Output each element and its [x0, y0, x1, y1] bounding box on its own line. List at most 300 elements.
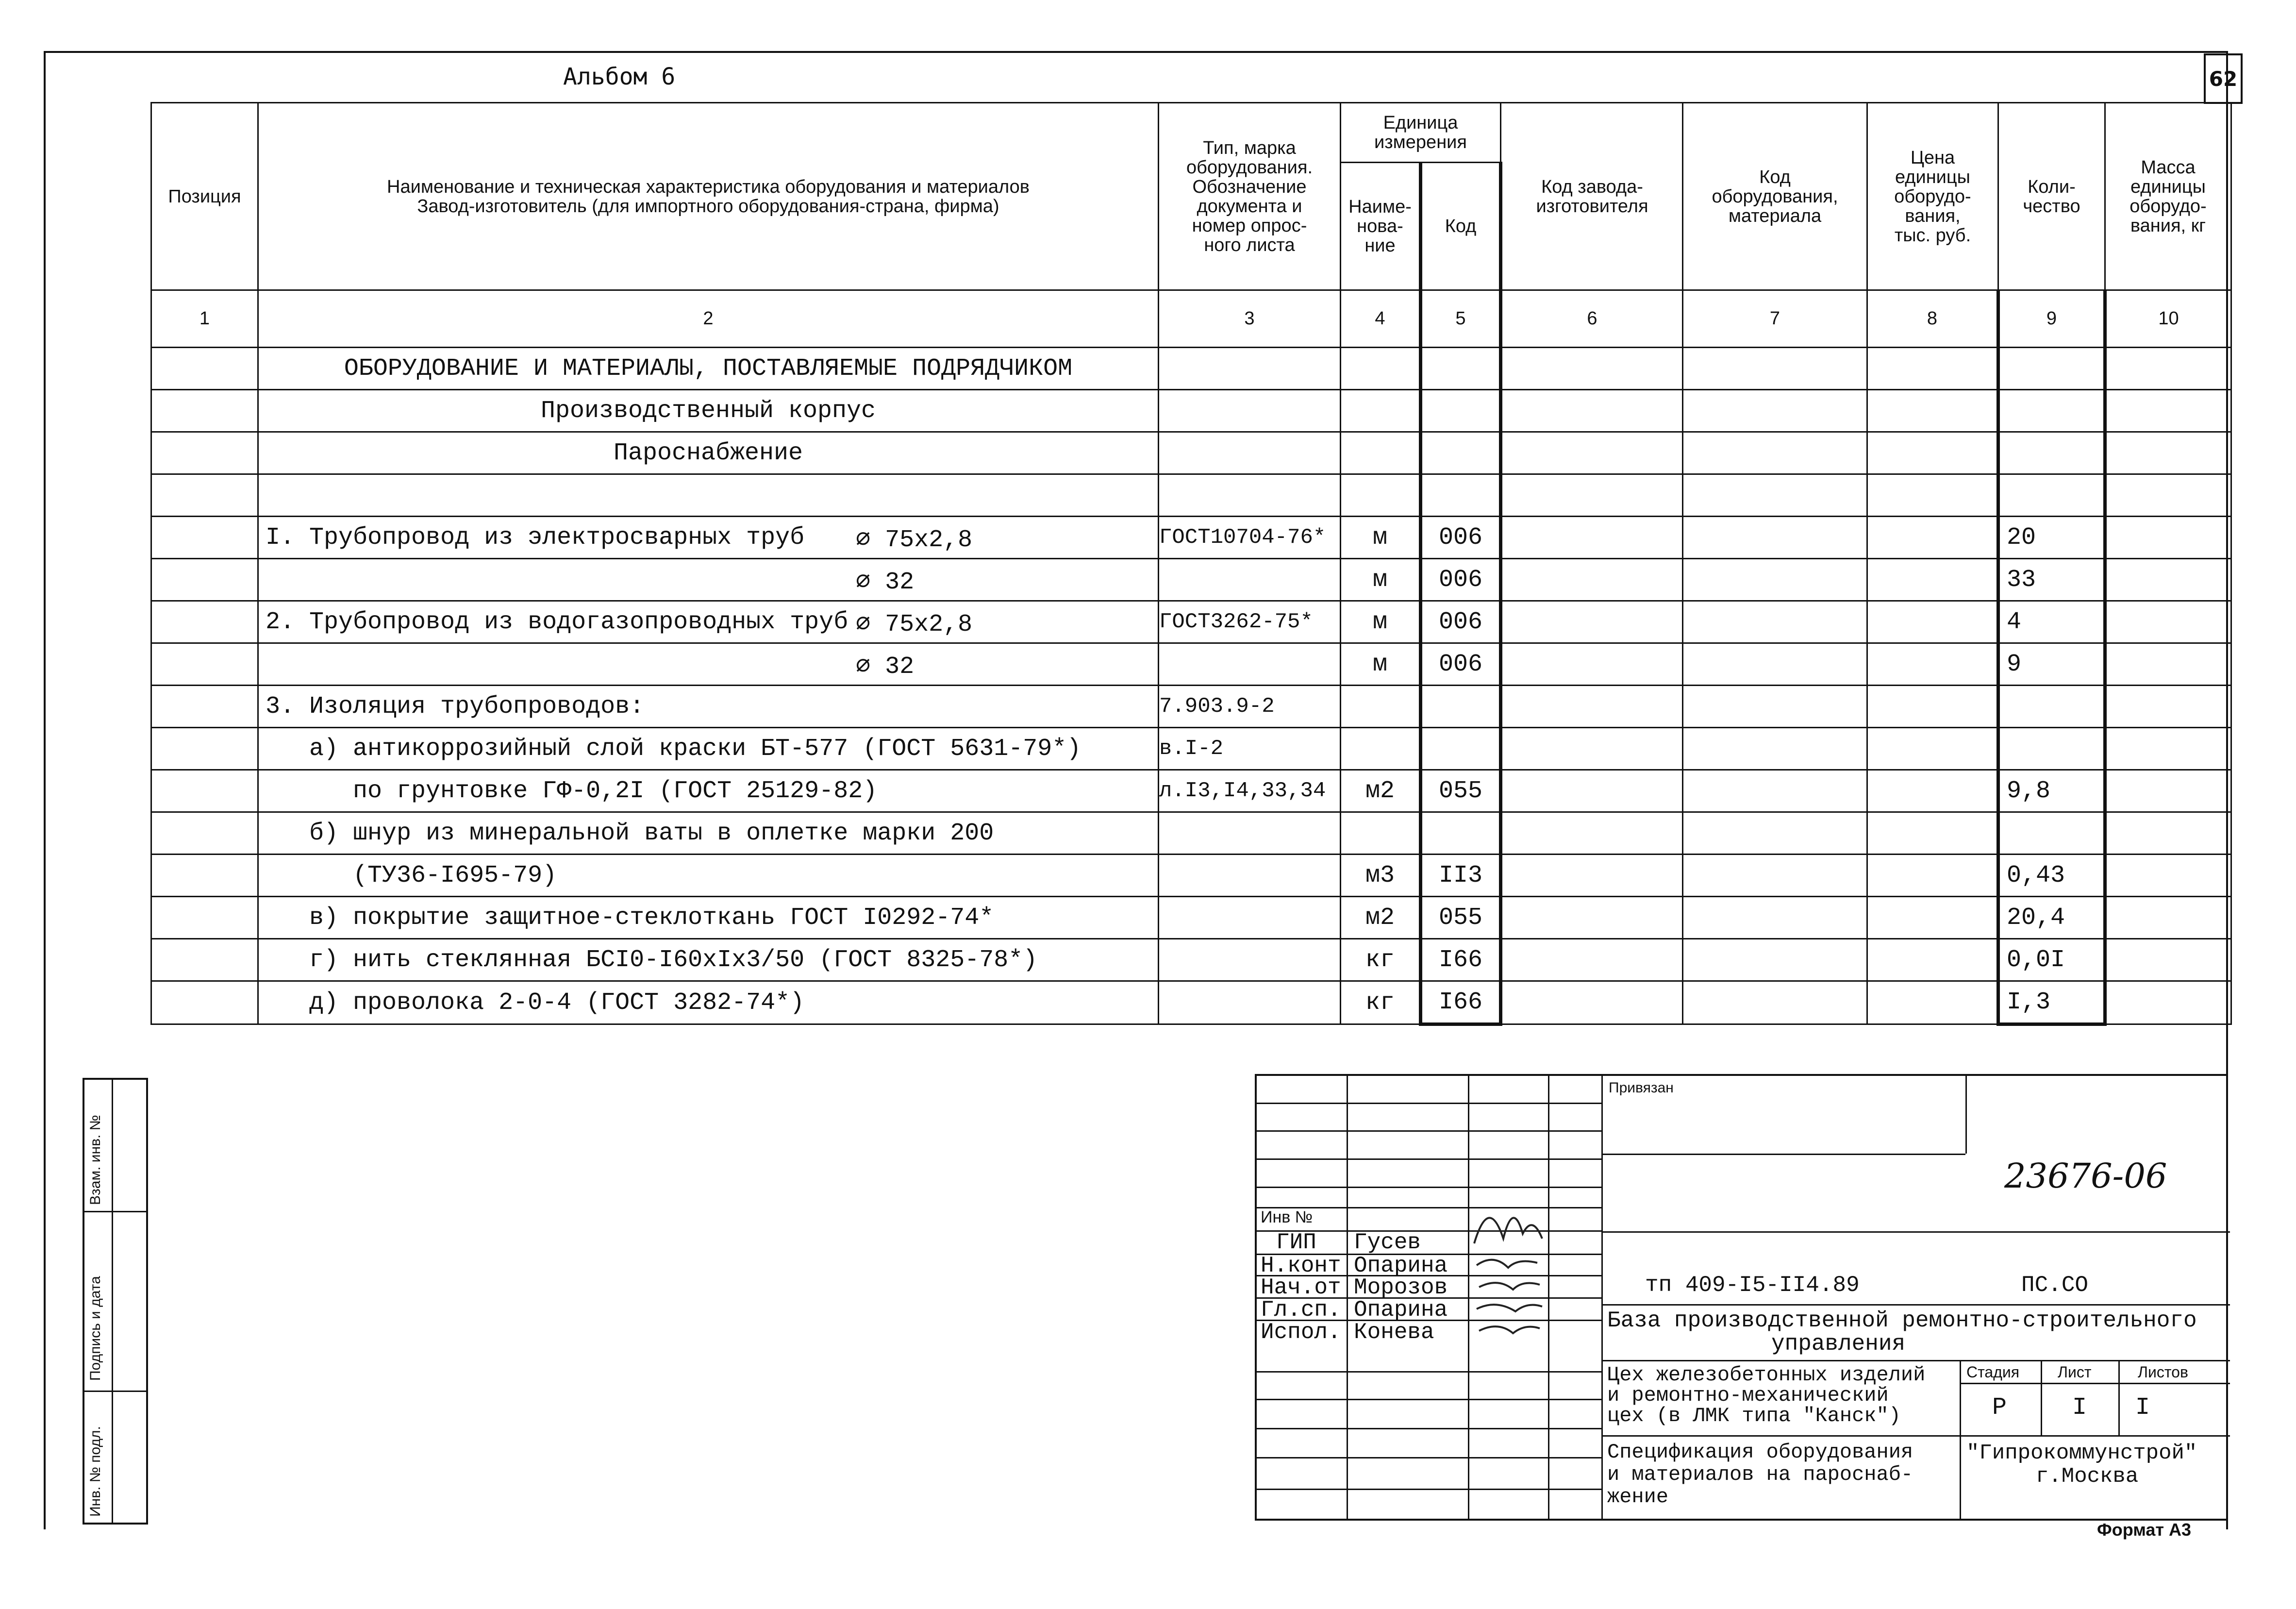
tb-role-ispol: Испол. — [1261, 1320, 1341, 1345]
header-unit-l2: измерения — [1374, 132, 1467, 152]
item-name: I. Трубопровод из электросварных труб — [266, 523, 805, 552]
table-row — [151, 643, 2231, 686]
cell-mass — [2105, 474, 2231, 517]
col-num-2: 2 — [258, 290, 1159, 348]
cell-qty — [1998, 686, 2105, 728]
cell-unit — [1341, 348, 1421, 390]
cell-type — [1159, 474, 1341, 517]
tb-org-line1: "Гипрокоммунстрой" — [1966, 1441, 2197, 1465]
cell-unit-code: I66 — [1421, 939, 1501, 981]
cell-type: в.I-2 — [1159, 728, 1341, 770]
tb-workshop-line1: Цех железобетонных изделий — [1607, 1363, 1926, 1387]
cell-type: л.I3,I4,33,34 — [1159, 770, 1341, 812]
cell-unit — [1341, 812, 1421, 855]
cell-unit — [1341, 686, 1421, 728]
cell-type — [1159, 939, 1341, 981]
tb-workshop-line3: цех (в ЛМК типа "Канск") — [1607, 1404, 1901, 1427]
tb-role-nkont: Н.конт — [1261, 1253, 1341, 1278]
tb-line — [1601, 1154, 1965, 1155]
item-name: в) покрытие защитное-стеклоткань ГОСТ I0292-74* — [266, 904, 994, 932]
cell-qty: 33 — [1998, 559, 2105, 601]
item-name: а) антикоррозийный слой краски БТ-577 (ГОСТ 5631-79*) — [266, 735, 1081, 763]
col-num-9: 9 — [1998, 290, 2105, 348]
cell-mass — [2105, 897, 2231, 939]
tb-doc-title-line3: жение — [1607, 1485, 1669, 1508]
cell-type: 7.903.9-2 — [1159, 686, 1341, 728]
cell-position — [151, 517, 258, 559]
tb-line — [1257, 1103, 1601, 1104]
cell-qty: I,3 — [1998, 981, 2105, 1024]
tb-line — [1601, 1435, 2230, 1437]
tb-name-oparina: Опарина — [1354, 1253, 1448, 1278]
cell-position — [151, 643, 258, 686]
tb-line — [1257, 1371, 1601, 1373]
cell-qty — [1998, 728, 2105, 770]
cell-position — [151, 981, 258, 1024]
tb-line — [1257, 1130, 1601, 1132]
cell-position — [151, 601, 258, 643]
cell-name — [258, 601, 1159, 643]
cell-name — [258, 474, 1159, 517]
cell-mass — [2105, 981, 2231, 1024]
margin-stamp-divider — [84, 1391, 148, 1392]
tb-line — [1257, 1158, 1601, 1160]
cell-position — [151, 390, 258, 432]
header-price-l2: единицы — [1895, 167, 1970, 187]
header-unitname-l3: ние — [1364, 235, 1396, 256]
cell-price — [1867, 601, 1998, 643]
cell-qty: 9,8 — [1998, 770, 2105, 812]
cell-equip-code — [1683, 517, 1867, 559]
header-name — [258, 103, 1159, 290]
title-block — [1255, 1074, 2228, 1521]
table-row — [151, 517, 2231, 559]
cell-equip-code — [1683, 559, 1867, 601]
cell-name — [258, 517, 1159, 559]
cell-maker-code — [1501, 728, 1683, 770]
cell-position — [151, 728, 258, 770]
cell-name — [258, 939, 1159, 981]
cell-name — [258, 728, 1159, 770]
cell-price — [1867, 643, 1998, 686]
cell-price — [1867, 855, 1998, 897]
header-equip-l1: Код — [1759, 167, 1791, 187]
header-mass-l3: оборудо- — [2130, 196, 2207, 217]
cell-name — [258, 770, 1159, 812]
cell-price — [1867, 474, 1998, 517]
cell-maker-code — [1501, 559, 1683, 601]
cell-mass — [2105, 643, 2231, 686]
header-price-l5: тыс. руб. — [1894, 225, 1971, 246]
cell-unit-code: I66 — [1421, 981, 1501, 1024]
header-type-l2: оборудования. — [1186, 157, 1313, 178]
cell-unit — [1341, 728, 1421, 770]
tb-line — [1601, 1231, 2230, 1233]
cell-position — [151, 348, 258, 390]
cell-unit: кг — [1341, 939, 1421, 981]
specification-table — [150, 102, 2232, 1026]
header-price-l3: оборудо- — [1894, 186, 1971, 207]
cell-maker-code — [1501, 686, 1683, 728]
item-diameter: ∅ 32 — [856, 569, 915, 596]
cell-mass — [2105, 812, 2231, 855]
tb-line — [1601, 1304, 2230, 1306]
cell-position — [151, 939, 258, 981]
tb-org-line2: г.Москва — [2036, 1464, 2139, 1489]
tb-stage-label: Стадия — [1966, 1363, 2020, 1381]
cell-unit-code — [1421, 390, 1501, 432]
cell-price — [1867, 812, 1998, 855]
tb-line — [1960, 1383, 2230, 1384]
header-unit-code: Код — [1421, 163, 1501, 290]
tb-project-code: тп 409-I5-II4.89 — [1645, 1273, 1860, 1298]
cell-unit — [1341, 390, 1421, 432]
cell-maker-code — [1501, 474, 1683, 517]
cell-mass — [2105, 728, 2231, 770]
col-num-3: 3 — [1159, 290, 1341, 348]
cell-unit-code: II3 — [1421, 855, 1501, 897]
tb-doc-title-line2: и материалов на пароснаб- — [1607, 1463, 1913, 1486]
cell-price — [1867, 390, 1998, 432]
tb-line — [1257, 1489, 1601, 1490]
cell-unit-code — [1421, 686, 1501, 728]
header-maker-l2: изготовителя — [1536, 196, 1648, 217]
cell-unit: м — [1341, 643, 1421, 686]
margin-stamp-divider — [84, 1211, 148, 1212]
header-price — [1867, 103, 1998, 290]
cell-mass — [2105, 348, 2231, 390]
tb-role-gip: ГИП — [1276, 1230, 1316, 1255]
cell-unit: м — [1341, 601, 1421, 643]
cell-qty: 20 — [1998, 517, 2105, 559]
header-equip-code — [1683, 103, 1867, 290]
cell-qty: 0,43 — [1998, 855, 2105, 897]
tb-line — [1257, 1428, 1601, 1429]
cell-equip-code — [1683, 601, 1867, 643]
table-row — [151, 390, 2231, 432]
col-num-10: 10 — [2105, 290, 2231, 348]
col-num-5: 5 — [1421, 290, 1501, 348]
item-name: д) проволока 2-0-4 (ГОСТ 3282-74*) — [266, 989, 805, 1017]
header-maker-code — [1501, 103, 1683, 290]
header-qty-l1: Коли- — [2028, 176, 2076, 197]
cell-unit — [1341, 474, 1421, 517]
cell-mass — [2105, 686, 2231, 728]
header-price-l4: вания, — [1905, 205, 1961, 226]
cell-qty: 20,4 — [1998, 897, 2105, 939]
header-equip-l3: материала — [1728, 205, 1822, 226]
tb-doc-title-line1: Спецификация оборудования — [1607, 1441, 1913, 1464]
cell-maker-code — [1501, 812, 1683, 855]
cell-qty — [1998, 390, 2105, 432]
cell-unit-code: 006 — [1421, 601, 1501, 643]
album-label: Альбом 6 — [563, 63, 676, 90]
cell-type: ГОСТ3262-75* — [1159, 601, 1341, 643]
cell-name — [258, 855, 1159, 897]
cell-qty: 0,0I — [1998, 939, 2105, 981]
cell-position — [151, 770, 258, 812]
cell-maker-code — [1501, 517, 1683, 559]
cell-equip-code — [1683, 474, 1867, 517]
tb-role-nachot: Нач.от — [1261, 1275, 1341, 1300]
cell-maker-code — [1501, 601, 1683, 643]
cell-price — [1867, 686, 1998, 728]
header-qty — [1998, 103, 2105, 290]
table-row — [151, 728, 2231, 770]
cell-name — [258, 348, 1159, 390]
header-equip-l2: оборудования, — [1712, 186, 1838, 207]
margin-sign-date: Подпись и дата — [87, 1276, 103, 1381]
cell-mass — [2105, 939, 2231, 981]
cell-qty — [1998, 474, 2105, 517]
cell-position — [151, 812, 258, 855]
tb-name-gusev: Гусев — [1354, 1230, 1421, 1255]
item-name: (ТУ36-I695-79) — [266, 861, 557, 889]
item-name: по грунтовке ГФ-0,2I (ГОСТ 25129-82) — [266, 777, 878, 805]
cell-name — [258, 812, 1159, 855]
item-name: Производственный корпус — [540, 397, 876, 425]
cell-maker-code — [1501, 348, 1683, 390]
cell-type — [1159, 981, 1341, 1024]
table-row — [151, 432, 2231, 474]
table-row — [151, 855, 2231, 897]
cell-maker-code — [1501, 855, 1683, 897]
cell-price — [1867, 559, 1998, 601]
cell-type — [1159, 812, 1341, 855]
tb-line — [1257, 1457, 1601, 1458]
cell-price — [1867, 728, 1998, 770]
header-unitname-l2: нова- — [1357, 216, 1403, 236]
cell-price — [1867, 348, 1998, 390]
tb-line — [1965, 1076, 1967, 1154]
tb-handwritten-number: 23676-06 — [2004, 1156, 2167, 1196]
cell-position — [151, 432, 258, 474]
cell-unit-code — [1421, 812, 1501, 855]
col-num-6: 6 — [1501, 290, 1683, 348]
tb-line — [1601, 1360, 2230, 1361]
tb-line — [1257, 1187, 1601, 1188]
cell-equip-code — [1683, 728, 1867, 770]
tb-line — [1601, 1076, 1603, 1519]
cell-equip-code — [1683, 643, 1867, 686]
cell-qty: 4 — [1998, 601, 2105, 643]
margin-inv-vzam: Взам. инв. № — [87, 1115, 103, 1205]
cell-unit — [1341, 432, 1421, 474]
cell-mass — [2105, 770, 2231, 812]
tb-object-line1: База производственной ремонтно-строительного — [1607, 1308, 2197, 1333]
margin-stamp — [83, 1078, 148, 1525]
cell-type: ГОСТ10704-76* — [1159, 517, 1341, 559]
table-row — [151, 981, 2231, 1024]
cell-mass — [2105, 432, 2231, 474]
cell-maker-code — [1501, 643, 1683, 686]
col-num-1: 1 — [151, 290, 258, 348]
cell-qty — [1998, 432, 2105, 474]
cell-name — [258, 897, 1159, 939]
cell-unit-code: 006 — [1421, 517, 1501, 559]
cell-unit: м3 — [1341, 855, 1421, 897]
cell-name — [258, 390, 1159, 432]
cell-unit-code — [1421, 728, 1501, 770]
cell-equip-code — [1683, 432, 1867, 474]
cell-position — [151, 686, 258, 728]
cell-unit-code: 055 — [1421, 770, 1501, 812]
cell-unit: м2 — [1341, 897, 1421, 939]
header-type — [1159, 103, 1341, 290]
table-row — [151, 348, 2231, 390]
header-name-line2: Завод-изготовитель (для импортного оборудования-страна, фирма) — [417, 196, 999, 217]
col-num-8: 8 — [1867, 290, 1998, 348]
header-type-l4: документа и — [1197, 196, 1302, 217]
header-position: Позиция — [151, 103, 258, 290]
cell-position — [151, 474, 258, 517]
cell-type — [1159, 348, 1341, 390]
header-mass — [2105, 103, 2231, 290]
cell-type — [1159, 432, 1341, 474]
cell-qty: 9 — [1998, 643, 2105, 686]
tb-stage: Р — [1992, 1394, 2007, 1422]
cell-name — [258, 559, 1159, 601]
cell-qty — [1998, 348, 2105, 390]
tb-name-morozov: Морозов — [1354, 1275, 1448, 1300]
item-diameter: ∅ 32 — [856, 653, 915, 681]
cell-name — [258, 686, 1159, 728]
sheet-number: 62 — [2204, 53, 2243, 104]
cell-unit-code: 055 — [1421, 897, 1501, 939]
cell-unit: м2 — [1341, 770, 1421, 812]
cell-maker-code — [1501, 432, 1683, 474]
cell-equip-code — [1683, 770, 1867, 812]
cell-position — [151, 855, 258, 897]
tb-sheet: I — [2072, 1394, 2087, 1422]
tb-sheets-label: Листов — [2138, 1363, 2188, 1381]
tb-name-koneva: Конева — [1354, 1320, 1434, 1345]
cell-equip-code — [1683, 981, 1867, 1024]
table-row — [151, 474, 2231, 517]
tb-workshop-line2: и ремонтно-механический — [1607, 1384, 1889, 1407]
cell-maker-code — [1501, 897, 1683, 939]
cell-unit-code — [1421, 474, 1501, 517]
cell-mass — [2105, 855, 2231, 897]
header-type-l5: номер опрос- — [1192, 215, 1307, 236]
cell-price — [1867, 939, 1998, 981]
cell-equip-code — [1683, 939, 1867, 981]
table-row — [151, 812, 2231, 855]
cell-name — [258, 981, 1159, 1024]
tb-line — [2041, 1360, 2042, 1435]
tb-object-line2: управления — [1771, 1331, 1906, 1357]
item-name: Пароснабжение — [613, 439, 803, 467]
cell-equip-code — [1683, 855, 1867, 897]
header-unit-name — [1341, 163, 1421, 290]
item-name: ОБОРУДОВАНИЕ И МАТЕРИАЛЫ, ПОСТАВЛЯЕМЫЕ ПОДРЯДЧИКОМ — [344, 354, 1073, 383]
cell-maker-code — [1501, 390, 1683, 432]
col-num-7: 7 — [1683, 290, 1867, 348]
cell-unit: м — [1341, 517, 1421, 559]
header-type-l6: ного листа — [1204, 235, 1295, 255]
header-type-l1: Тип, марка — [1203, 137, 1296, 158]
cell-price — [1867, 517, 1998, 559]
item-name: г) нить стеклянная БСI0-I60xIx3/50 (ГОСТ 8325-78*) — [266, 946, 1038, 974]
cell-name — [258, 643, 1159, 686]
cell-unit-code — [1421, 432, 1501, 474]
cell-equip-code — [1683, 390, 1867, 432]
item-diameter: ∅ 75x2,8 — [856, 611, 973, 638]
cell-mass — [2105, 559, 2231, 601]
header-type-l3: Обозначение — [1192, 176, 1307, 197]
table-row — [151, 939, 2231, 981]
cell-type — [1159, 855, 1341, 897]
cell-type — [1159, 897, 1341, 939]
header-unitname-l1: Наиме- — [1348, 197, 1412, 217]
cell-type — [1159, 559, 1341, 601]
cell-equip-code — [1683, 686, 1867, 728]
header-price-l1: Цена — [1910, 147, 1955, 168]
header-unit-l1: Единица — [1383, 113, 1458, 133]
table-row — [151, 559, 2231, 601]
cell-unit-code — [1421, 348, 1501, 390]
tb-privyazan: Привязан — [1609, 1080, 1674, 1096]
cell-unit-code: 006 — [1421, 643, 1501, 686]
tb-line — [1257, 1399, 1601, 1400]
item-name: 3. Изоляция трубопроводов: — [266, 692, 645, 721]
header-name-line1: Наименование и техническая характеристика оборудования и материалов — [387, 176, 1030, 197]
cell-maker-code — [1501, 939, 1683, 981]
tb-sheets: I — [2135, 1394, 2150, 1422]
item-name: б) шнур из минеральной ваты в оплетке марки 200 — [266, 819, 994, 847]
header-qty-l2: чество — [2023, 196, 2080, 217]
cell-type — [1159, 643, 1341, 686]
cell-unit: кг — [1341, 981, 1421, 1024]
tb-sheet-label: Лист — [2058, 1363, 2092, 1381]
cell-mass — [2105, 517, 2231, 559]
cell-price — [1867, 981, 1998, 1024]
header-maker-l1: Код завода- — [1541, 176, 1643, 197]
table-row — [151, 770, 2231, 812]
cell-qty — [1998, 812, 2105, 855]
tb-doc-code: ПС.СО — [2021, 1273, 2089, 1298]
item-diameter: ∅ 75x2,8 — [856, 526, 973, 554]
header-mass-l4: вания, кг — [2130, 215, 2206, 236]
cell-price — [1867, 770, 1998, 812]
cell-equip-code — [1683, 348, 1867, 390]
format-label: Формат А3 — [2097, 1520, 2192, 1540]
cell-unit: м — [1341, 559, 1421, 601]
cell-price — [1867, 897, 1998, 939]
cell-equip-code — [1683, 897, 1867, 939]
signatures-icon — [1469, 1185, 1547, 1345]
cell-mass — [2105, 390, 2231, 432]
cell-position — [151, 559, 258, 601]
cell-maker-code — [1501, 770, 1683, 812]
cell-type — [1159, 390, 1341, 432]
item-name: 2. Трубопровод из водогазопроводных труб — [266, 608, 849, 636]
header-mass-l2: единицы — [2130, 176, 2206, 197]
tb-inv-no: Инв № — [1261, 1208, 1313, 1226]
cell-unit-code: 006 — [1421, 559, 1501, 601]
cell-mass — [2105, 601, 2231, 643]
header-unit — [1341, 103, 1501, 163]
cell-maker-code — [1501, 981, 1683, 1024]
cell-name — [258, 432, 1159, 474]
tb-role-glsp: Гл.сп. — [1261, 1297, 1341, 1323]
table-row — [151, 686, 2231, 728]
col-num-4: 4 — [1341, 290, 1421, 348]
table-row — [151, 897, 2231, 939]
tb-name-oparina-2: Опарина — [1354, 1297, 1448, 1323]
tb-line — [2118, 1360, 2120, 1435]
table-row — [151, 601, 2231, 643]
